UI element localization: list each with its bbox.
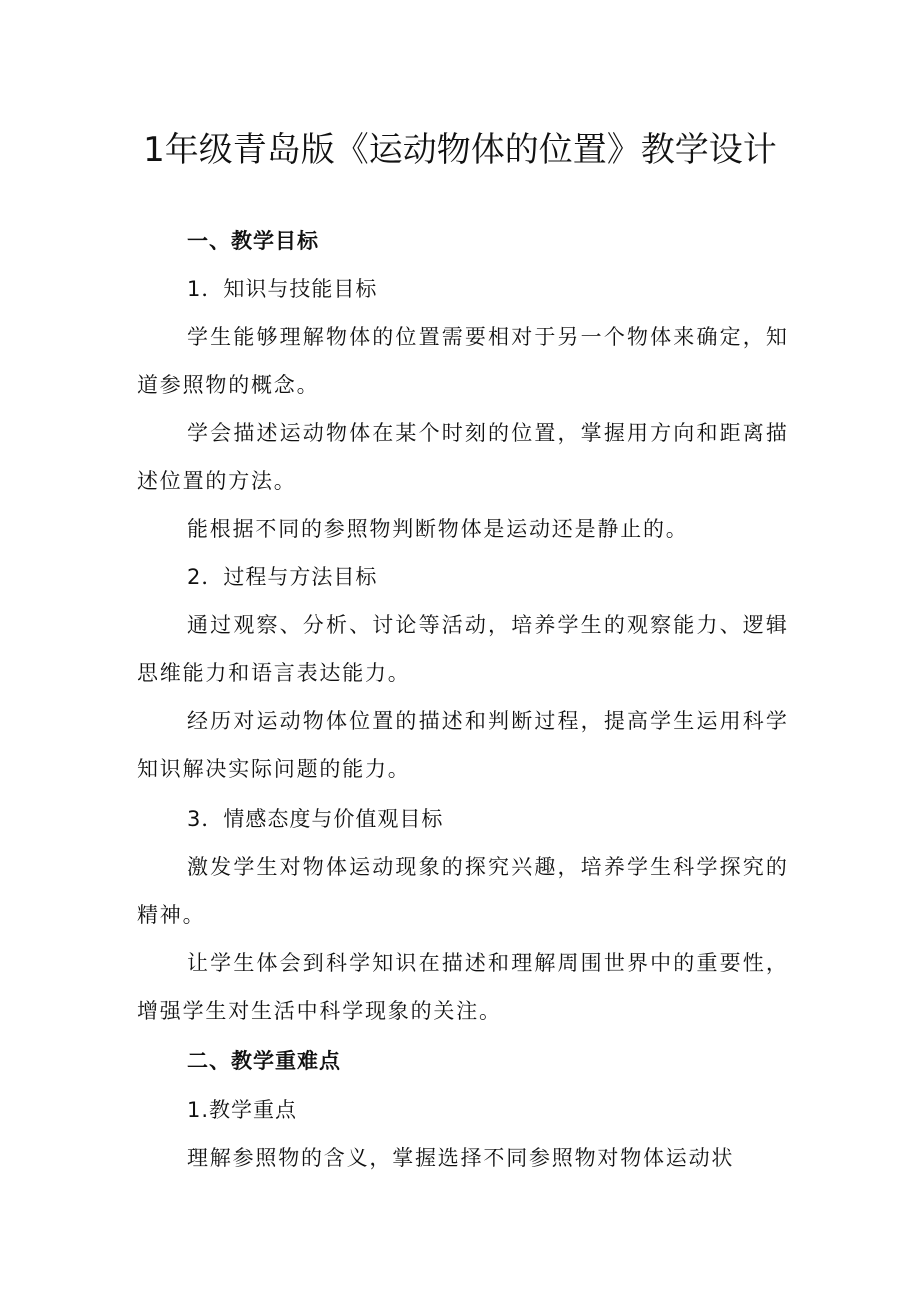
paragraph-line bbox=[187, 697, 787, 745]
text-glyph: 培 bbox=[580, 855, 602, 879]
section-heading-teaching-goals: 一、教学目标 bbox=[187, 229, 319, 253]
text-glyph: 动 bbox=[372, 855, 394, 879]
text-glyph: 需 bbox=[441, 325, 463, 349]
text-glyph: 学 bbox=[349, 951, 371, 975]
paragraph-line: 理解参照物的含义，掌握选择不同参照物对物体运动状 bbox=[187, 1146, 735, 1170]
text-glyph: 理 bbox=[279, 325, 301, 349]
text-glyph: 物 bbox=[325, 421, 347, 445]
text-glyph: 解 bbox=[534, 951, 556, 975]
text-glyph: 界 bbox=[626, 951, 648, 975]
paragraph-line: 知识解决实际问题的能力。 bbox=[137, 757, 411, 781]
text-glyph: 培 bbox=[511, 613, 533, 637]
subsection-heading-key-points: 1.教学重点 bbox=[187, 1098, 298, 1122]
text-glyph: 离 bbox=[742, 421, 764, 445]
text-glyph: 的 bbox=[441, 855, 463, 879]
text-glyph: 会 bbox=[279, 951, 301, 975]
text-glyph: 要 bbox=[719, 951, 741, 975]
text-glyph: 描 bbox=[233, 421, 255, 445]
text-glyph: 学 bbox=[187, 421, 208, 445]
text-glyph: 位 bbox=[395, 325, 417, 349]
text-glyph: 生 bbox=[673, 709, 695, 733]
paragraph-line: 增强学生对生活中科学现象的关注。 bbox=[137, 999, 502, 1023]
text-glyph: 物 bbox=[325, 325, 347, 349]
text-glyph: 物 bbox=[302, 855, 324, 879]
text-glyph: 体 bbox=[650, 325, 672, 349]
subsection-heading-attitude-values: 3．情感态度与价值观目标 bbox=[187, 807, 444, 831]
text-glyph: 够 bbox=[256, 325, 278, 349]
text-glyph: 学 bbox=[765, 709, 787, 733]
text-glyph: 刻 bbox=[464, 421, 486, 445]
text-glyph: 历 bbox=[210, 709, 232, 733]
document-title: 1年级青岛版《运动物体的位置》教学设计 bbox=[143, 130, 777, 170]
text-glyph: 理 bbox=[511, 951, 533, 975]
text-glyph: 用 bbox=[719, 709, 741, 733]
text-glyph: 经 bbox=[187, 709, 208, 733]
text-glyph: 生 bbox=[233, 951, 255, 975]
text-glyph: ， bbox=[742, 325, 764, 349]
text-glyph: 于 bbox=[534, 325, 556, 349]
text-glyph: 兴 bbox=[511, 855, 533, 879]
text-glyph: 另 bbox=[557, 325, 579, 349]
text-glyph: 要 bbox=[464, 325, 486, 349]
paragraph-line: 述位置的方法。 bbox=[137, 469, 297, 493]
text-glyph: 体 bbox=[325, 709, 347, 733]
text-glyph: 体 bbox=[349, 421, 371, 445]
text-glyph: 周 bbox=[557, 951, 579, 975]
text-glyph: 观 bbox=[626, 613, 648, 637]
text-glyph: 程 bbox=[557, 709, 579, 733]
text-glyph: 位 bbox=[349, 709, 371, 733]
text-glyph: 置 bbox=[418, 325, 440, 349]
text-glyph: 知 bbox=[765, 325, 787, 349]
text-glyph: 置 bbox=[534, 421, 556, 445]
text-glyph: 断 bbox=[511, 709, 533, 733]
text-glyph: 力 bbox=[696, 613, 718, 637]
text-glyph: 究 bbox=[742, 855, 764, 879]
subsection-heading-process-methods: 2．过程与方法目标 bbox=[187, 565, 378, 589]
text-glyph: 通 bbox=[187, 613, 208, 637]
text-glyph: 和 bbox=[696, 421, 718, 445]
paragraph-line bbox=[187, 939, 787, 987]
text-glyph: 定 bbox=[719, 325, 741, 349]
text-glyph: 动 bbox=[464, 613, 486, 637]
text-glyph: ， bbox=[580, 709, 602, 733]
text-glyph: 、 bbox=[279, 613, 301, 637]
text-glyph: 物 bbox=[302, 709, 324, 733]
text-glyph: 活 bbox=[441, 613, 463, 637]
text-glyph: 辑 bbox=[765, 613, 787, 637]
text-glyph: 高 bbox=[626, 709, 648, 733]
text-glyph: 重 bbox=[696, 951, 718, 975]
text-glyph: 动 bbox=[279, 709, 301, 733]
text-glyph: 体 bbox=[256, 951, 278, 975]
text-glyph: 激 bbox=[187, 855, 208, 879]
text-glyph: 会 bbox=[210, 421, 232, 445]
text-glyph: 述 bbox=[256, 421, 278, 445]
text-glyph: 学 bbox=[233, 855, 255, 879]
text-glyph: 析 bbox=[325, 613, 347, 637]
text-glyph: 方 bbox=[650, 421, 672, 445]
text-glyph: 的 bbox=[372, 325, 394, 349]
text-glyph: 、 bbox=[349, 613, 371, 637]
text-glyph: 位 bbox=[511, 421, 533, 445]
text-glyph: 的 bbox=[603, 613, 625, 637]
text-glyph: 体 bbox=[349, 325, 371, 349]
paragraph-line: 道参照物的概念。 bbox=[137, 373, 320, 397]
text-glyph: 提 bbox=[603, 709, 625, 733]
text-glyph: 、 bbox=[719, 613, 741, 637]
text-glyph: 中 bbox=[650, 951, 672, 975]
text-glyph: 某 bbox=[395, 421, 417, 445]
text-glyph: ， bbox=[488, 613, 510, 637]
text-glyph: 性 bbox=[742, 951, 764, 975]
text-glyph: 等 bbox=[418, 613, 440, 637]
text-glyph: 象 bbox=[418, 855, 440, 879]
text-glyph: 观 bbox=[233, 613, 255, 637]
text-glyph: 论 bbox=[395, 613, 417, 637]
paragraph-line bbox=[187, 313, 787, 361]
text-glyph: 个 bbox=[603, 325, 625, 349]
text-glyph: 探 bbox=[719, 855, 741, 879]
text-glyph: 对 bbox=[511, 325, 533, 349]
text-glyph: 围 bbox=[580, 951, 602, 975]
text-glyph: 察 bbox=[650, 613, 672, 637]
text-glyph: 到 bbox=[302, 951, 324, 975]
text-glyph: 科 bbox=[673, 855, 695, 879]
text-glyph: 对 bbox=[233, 709, 255, 733]
text-glyph: 对 bbox=[279, 855, 301, 879]
text-glyph: 体 bbox=[325, 855, 347, 879]
text-glyph: 个 bbox=[418, 421, 440, 445]
text-glyph: 距 bbox=[719, 421, 741, 445]
text-glyph: 知 bbox=[372, 951, 394, 975]
text-glyph: 掌 bbox=[580, 421, 602, 445]
text-glyph: ， bbox=[765, 951, 787, 975]
text-glyph: 过 bbox=[534, 709, 556, 733]
text-glyph: 学 bbox=[696, 855, 718, 879]
text-glyph: 究 bbox=[488, 855, 510, 879]
text-glyph: ， bbox=[557, 421, 579, 445]
text-glyph: 相 bbox=[488, 325, 510, 349]
text-glyph: 的 bbox=[673, 951, 695, 975]
text-glyph: 用 bbox=[626, 421, 648, 445]
text-glyph: 述 bbox=[441, 709, 463, 733]
text-glyph: 描 bbox=[765, 421, 787, 445]
text-glyph: 科 bbox=[325, 951, 347, 975]
text-glyph: 向 bbox=[673, 421, 695, 445]
paragraph-line bbox=[187, 601, 787, 649]
text-glyph: 生 bbox=[256, 855, 278, 879]
text-glyph: 述 bbox=[464, 951, 486, 975]
text-glyph: 养 bbox=[534, 613, 556, 637]
text-glyph: 描 bbox=[441, 951, 463, 975]
text-glyph: 置 bbox=[372, 709, 394, 733]
text-glyph: 趣 bbox=[534, 855, 556, 879]
paragraph-line: 精神。 bbox=[137, 903, 206, 927]
text-glyph: 的 bbox=[488, 421, 510, 445]
text-glyph: 握 bbox=[603, 421, 625, 445]
text-glyph: 生 bbox=[650, 855, 672, 879]
text-glyph: 学 bbox=[210, 951, 232, 975]
text-glyph: 察 bbox=[256, 613, 278, 637]
text-glyph: 发 bbox=[210, 855, 232, 879]
text-glyph: 生 bbox=[210, 325, 232, 349]
text-glyph: 养 bbox=[603, 855, 625, 879]
text-glyph: 让 bbox=[187, 951, 208, 975]
text-glyph: 和 bbox=[464, 709, 486, 733]
text-glyph: 的 bbox=[765, 855, 787, 879]
text-glyph: 和 bbox=[488, 951, 510, 975]
text-glyph: 分 bbox=[302, 613, 324, 637]
text-glyph: 科 bbox=[742, 709, 764, 733]
paragraph-line bbox=[187, 843, 787, 891]
text-glyph: 运 bbox=[279, 421, 301, 445]
subsection-heading-knowledge-skills: 1．知识与技能目标 bbox=[187, 277, 378, 301]
paragraph-line bbox=[187, 409, 787, 457]
section-heading-key-difficult-points: 二、教学重难点 bbox=[187, 1049, 341, 1073]
text-glyph: 世 bbox=[603, 951, 625, 975]
text-glyph: 学 bbox=[626, 855, 648, 879]
text-glyph: 判 bbox=[488, 709, 510, 733]
text-glyph: 确 bbox=[696, 325, 718, 349]
text-glyph: 学 bbox=[557, 613, 579, 637]
text-glyph: 物 bbox=[626, 325, 648, 349]
text-glyph: 一 bbox=[580, 325, 602, 349]
text-glyph: 来 bbox=[673, 325, 695, 349]
text-glyph: 讨 bbox=[372, 613, 394, 637]
text-glyph: 探 bbox=[464, 855, 486, 879]
text-glyph: 现 bbox=[395, 855, 417, 879]
text-glyph: 识 bbox=[395, 951, 417, 975]
text-glyph: 在 bbox=[418, 951, 440, 975]
text-glyph: 逻 bbox=[742, 613, 764, 637]
text-glyph: 运 bbox=[256, 709, 278, 733]
text-glyph: 能 bbox=[673, 613, 695, 637]
text-glyph: 的 bbox=[395, 709, 417, 733]
text-glyph: ， bbox=[557, 855, 579, 879]
text-glyph: 解 bbox=[302, 325, 324, 349]
text-glyph: 学 bbox=[187, 325, 208, 349]
text-glyph: 时 bbox=[441, 421, 463, 445]
text-glyph: 描 bbox=[418, 709, 440, 733]
text-glyph: 能 bbox=[233, 325, 255, 349]
text-glyph: 在 bbox=[372, 421, 394, 445]
text-glyph: 动 bbox=[302, 421, 324, 445]
paragraph-line: 能根据不同的参照物判断物体是运动还是静止的。 bbox=[187, 517, 689, 541]
text-glyph: 运 bbox=[349, 855, 371, 879]
text-glyph: 过 bbox=[210, 613, 232, 637]
text-glyph: 学 bbox=[650, 709, 672, 733]
text-glyph: 生 bbox=[580, 613, 602, 637]
paragraph-line: 思维能力和语言表达能力。 bbox=[137, 661, 411, 685]
text-glyph: 运 bbox=[696, 709, 718, 733]
